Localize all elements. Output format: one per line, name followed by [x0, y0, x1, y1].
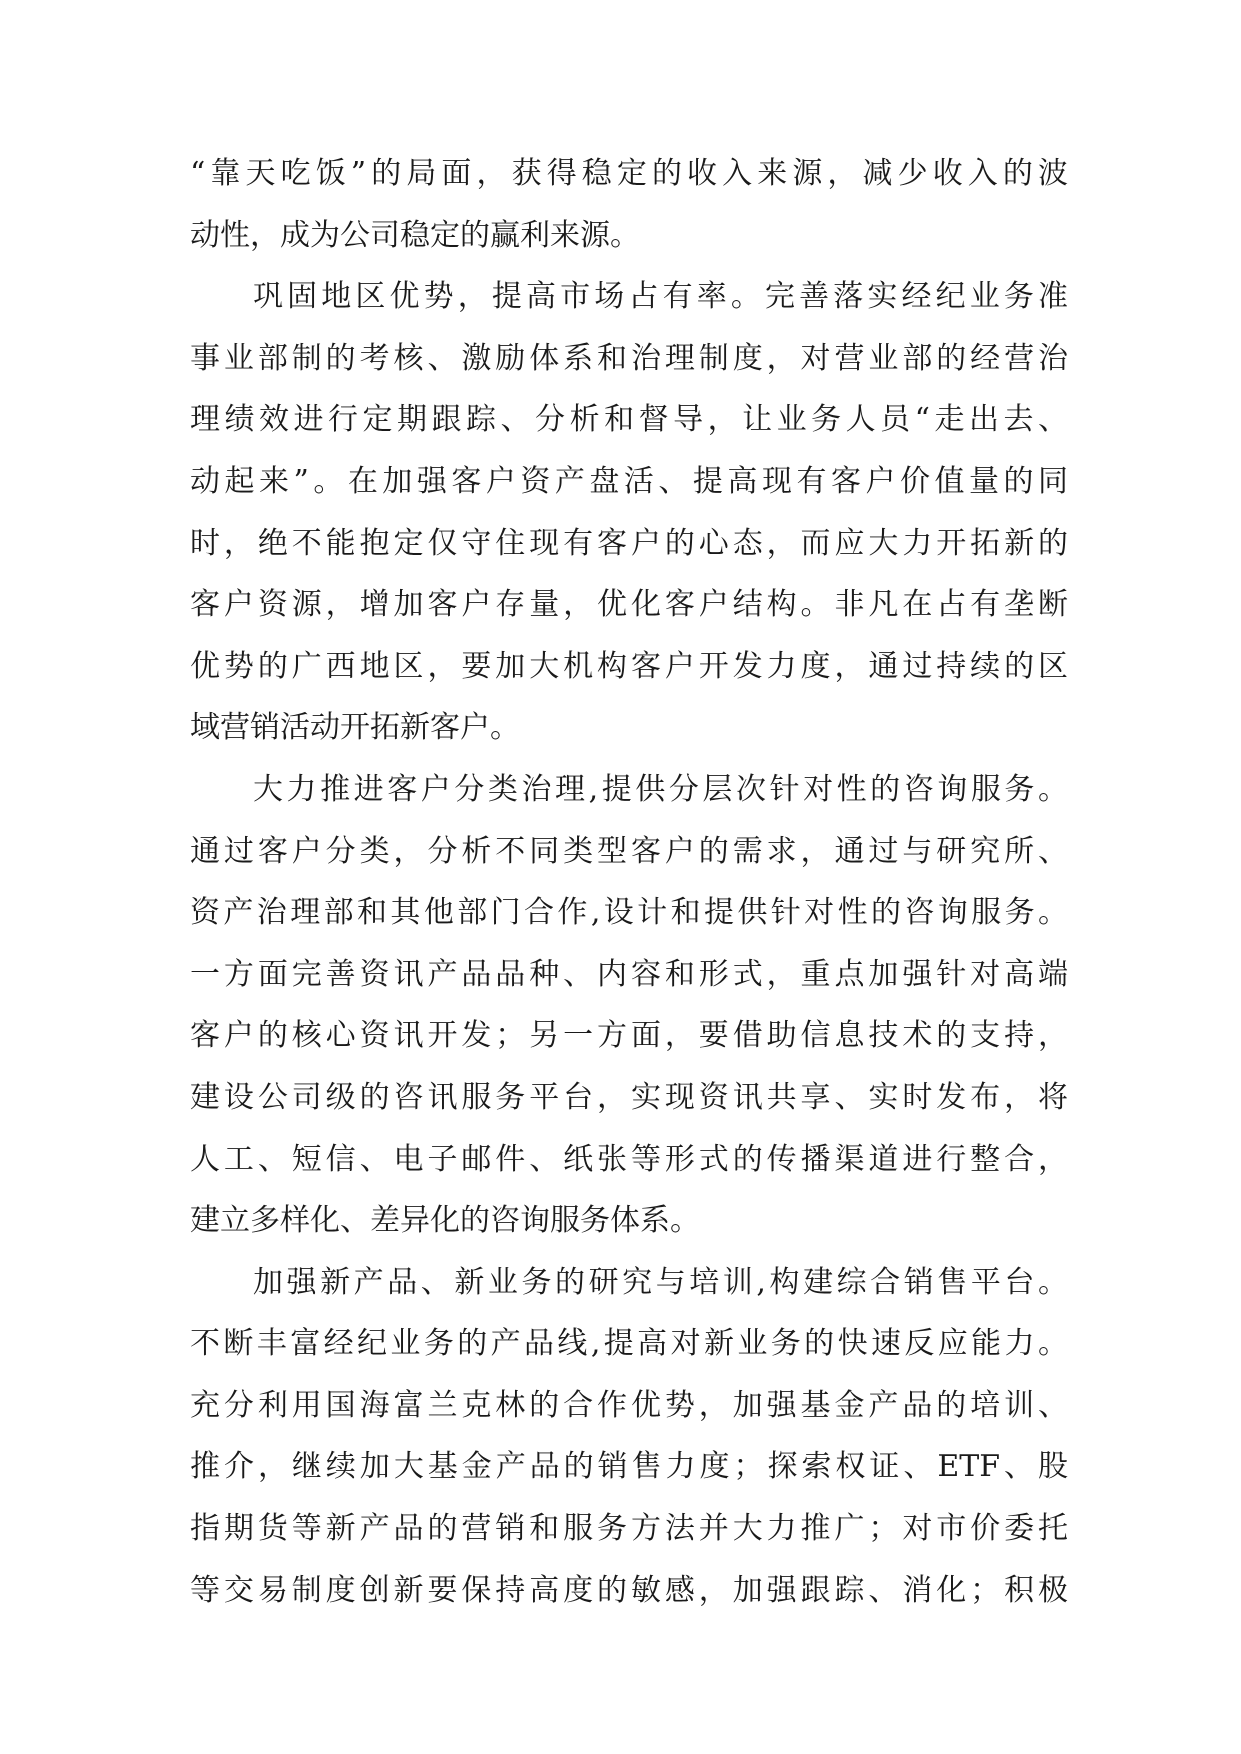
- text-line: 巩固地区优势，提高市场占有率。完善落实经纪业务准: [253, 279, 1068, 315]
- text-line: 客户的核心资讯开发；另一方面，要借助信息技术的支持，: [190, 1018, 1068, 1054]
- text-line: 理绩效进行定期跟踪、分析和督导，让业务人员“走出去、: [190, 402, 1068, 438]
- text-line: 资产治理部和其他部门合作,设计和提供针对性的咨询服务。: [190, 895, 1068, 931]
- text-line: 一方面完善资讯产品品种、内容和形式，重点加强针对高端: [190, 956, 1068, 992]
- paragraph-1: [190, 158, 1068, 281]
- text-line: 动性，成为公司稳定的赢利来源。: [190, 217, 640, 253]
- text-line: 人工、短信、电子邮件、纸张等形式的传播渠道进行整合，: [190, 1141, 1068, 1177]
- text-line: 加强新产品、新业务的研究与培训,构建综合销售平台。: [253, 1264, 1068, 1300]
- text-line: 时，绝不能抱定仅守住现有客户的心态，而应大力开拓新的: [190, 525, 1068, 561]
- paragraph-3: [190, 771, 1068, 1267]
- document-body: [190, 158, 1068, 1636]
- text-line: 通过客户分类，分析不同类型客户的需求，通过与研究所、: [190, 833, 1068, 869]
- text-line: 等交易制度创新要保持高度的敏感，加强跟踪、消化；积极: [190, 1572, 1068, 1608]
- text-line: “靠天吃饭”的局面，获得稳定的收入来源，减少收入的波: [190, 156, 1068, 191]
- text-line: 大力推进客户分类治理,提供分层次针对性的咨询服务。: [253, 771, 1068, 807]
- text-line: 充分利用国海富兰克林的合作优势，加强基金产品的培训、: [190, 1387, 1068, 1423]
- text-line: 建立多样化、差异化的咨询服务体系。: [190, 1203, 700, 1239]
- text-line: 客户资源，增加客户存量，优化客户结构。非凡在占有垄断: [190, 587, 1068, 623]
- paragraph-2: [190, 281, 1068, 774]
- text-line: 推介，继续加大基金产品的销售力度；探索权证、ETF、股: [190, 1449, 1068, 1485]
- paragraph-4: [190, 1264, 1068, 1637]
- text-line: 域营销活动开拓新客户。: [190, 710, 520, 746]
- text-line: 优势的广西地区，要加大机构客户开发力度，通过持续的区: [190, 648, 1068, 684]
- text-line: 不断丰富经纪业务的产品线,提高对新业务的快速反应能力。: [190, 1326, 1068, 1362]
- text-line: 动起来”。在加强客户资产盘活、提高现有客户价值量的同: [190, 463, 1068, 499]
- text-line: 事业部制的考核、激励体系和治理制度，对营业部的经营治: [190, 340, 1068, 376]
- text-line: 指期货等新产品的营销和服务方法并大力推广；对市价委托: [190, 1511, 1068, 1547]
- text-line: 建设公司级的咨讯服务平台，实现资讯共享、实时发布，将: [190, 1079, 1068, 1115]
